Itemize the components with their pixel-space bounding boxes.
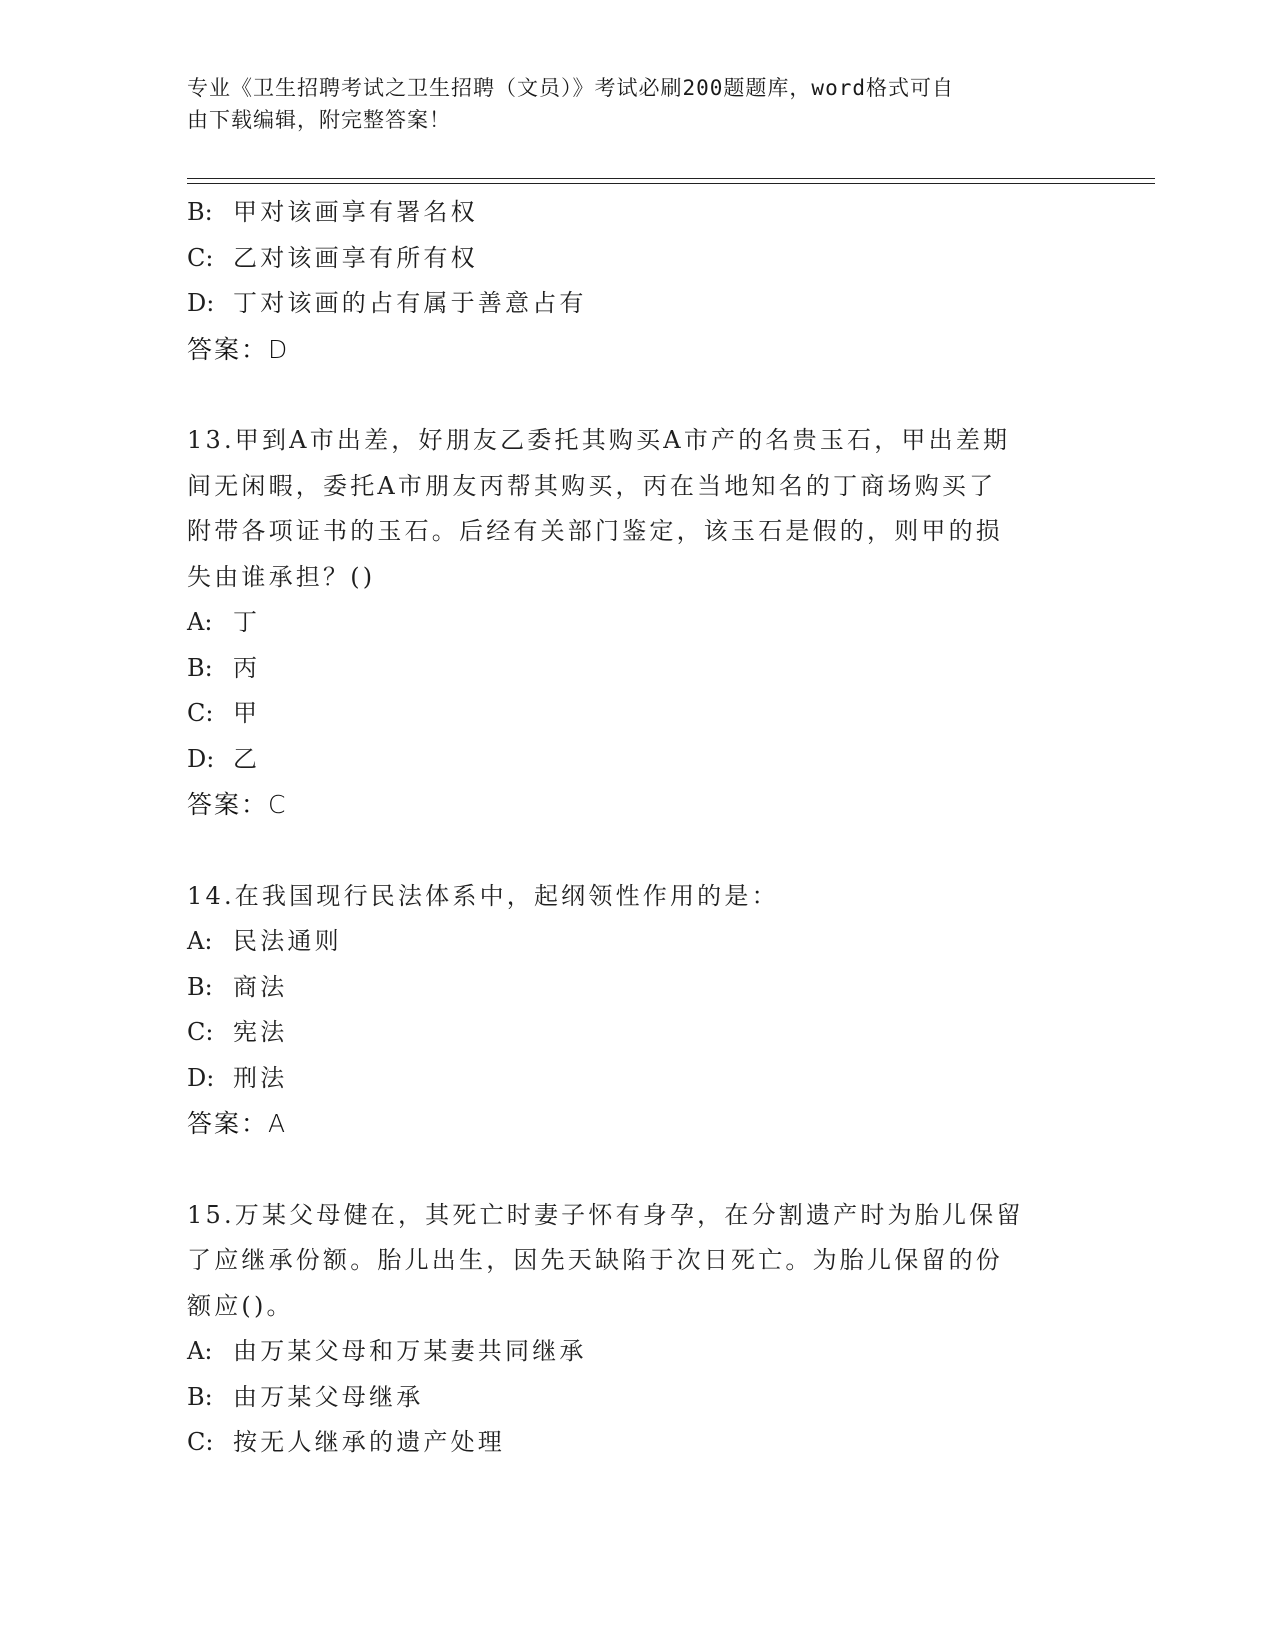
option-text: 按无人继承的遗产处理: [233, 1428, 505, 1456]
option-b: [187, 1375, 1087, 1421]
option-c: [187, 1010, 1087, 1056]
option-b: [187, 190, 1087, 236]
option-c: [187, 236, 1087, 282]
option-text: 乙: [233, 744, 261, 773]
question-12-tail: [187, 190, 1087, 372]
question-stem-line: 额应()。: [187, 1291, 294, 1320]
option-a: [187, 1329, 1087, 1375]
option-text: 民法通则: [233, 927, 342, 955]
answer-line: 答案：C: [187, 790, 288, 819]
option-text: 由万某父母和万某妻共同继承: [233, 1337, 587, 1365]
option-key: B:: [187, 653, 213, 682]
option-key: D:: [187, 289, 215, 317]
option-text: 甲: [233, 699, 261, 727]
option-key: C:: [187, 1428, 214, 1456]
option-text: 甲对该画享有署名权: [233, 198, 478, 226]
question-stem-line: 了应继承份额。胎儿出生，因先天缺陷于次日死亡。为胎儿保留的份: [187, 1246, 1003, 1274]
header-line-2: 由下载编辑，附完整答案！: [187, 108, 451, 132]
option-key: C:: [187, 243, 214, 272]
question-13: [187, 418, 1087, 828]
question-stem-line: 失由谁承担？(): [187, 562, 376, 591]
option-key: D:: [187, 1063, 215, 1092]
option-a: [187, 600, 1087, 646]
question-stem-line: 附带各项证书的玉石。后经有关部门鉴定，该玉石是假的，则甲的损: [187, 517, 1003, 545]
document-header: [187, 72, 1067, 136]
option-text: 刑法: [233, 1063, 288, 1092]
option-a: [187, 919, 1087, 965]
option-key: B:: [187, 198, 213, 226]
question-content: [187, 190, 1087, 1466]
question-stem-line: 13.甲到A市出差，好朋友乙委托其购买A市产的名贵玉石，甲出差期: [187, 426, 1011, 454]
header-divider-bottom: [187, 183, 1155, 184]
option-key: D:: [187, 744, 215, 773]
option-text: 丁: [233, 608, 261, 636]
option-d: [187, 1056, 1087, 1102]
question-stem-line: 14.在我国现行民法体系中，起纲领性作用的是：: [187, 881, 779, 910]
option-text: 宪法: [233, 1018, 288, 1046]
header-line-1: 专业《卫生招聘考试之卫生招聘（文员）》考试必刷200题题库，word格式可自: [187, 76, 954, 100]
option-key: C:: [187, 1018, 214, 1046]
answer-line: 答案：D: [187, 334, 290, 364]
option-text: 丁对该画的占有属于善意占有: [233, 289, 587, 317]
option-key: A:: [187, 608, 213, 636]
option-b: [187, 965, 1087, 1011]
option-text: 由万某父母继承: [233, 1382, 424, 1411]
option-c: [187, 691, 1087, 737]
option-d: [187, 281, 1087, 327]
option-key: A:: [187, 927, 213, 955]
option-text: 丙: [233, 653, 261, 682]
question-14: [187, 874, 1087, 1147]
option-d: [187, 737, 1087, 783]
option-text: 商法: [233, 972, 288, 1001]
option-text: 乙对该画享有所有权: [233, 243, 478, 272]
question-stem-line: 间无闲暇，委托A市朋友丙帮其购买，丙在当地知名的丁商场购买了: [187, 471, 997, 500]
option-c: [187, 1420, 1087, 1466]
option-key: B:: [187, 1382, 213, 1411]
option-key: B:: [187, 972, 213, 1001]
option-key: C:: [187, 699, 214, 727]
question-15: [187, 1193, 1087, 1466]
header-divider-top: [187, 178, 1155, 179]
option-b: [187, 646, 1087, 692]
answer-line: 答案：A: [187, 1109, 288, 1138]
option-key: A:: [187, 1337, 213, 1365]
question-stem-line: 15.万某父母健在，其死亡时妻子怀有身孕，在分割遗产时为胎儿保留: [187, 1200, 1024, 1229]
